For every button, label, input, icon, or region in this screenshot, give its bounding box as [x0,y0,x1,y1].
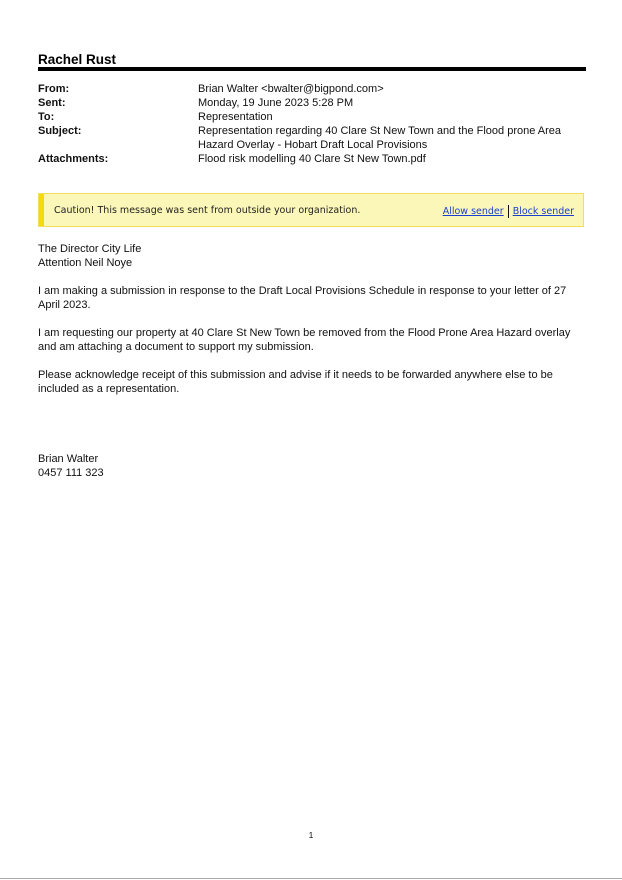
signature [38,452,104,480]
body-paragraph-3: Please acknowledge receipt of this submission and advise if it needs to be forwarded anywhere else to be included as a representation. [38,369,553,395]
subject-value: Representation regarding 40 Clare St New Town and the Flood prone Area Hazard Overlay - Hobart Draft Local Provisions [198,125,562,151]
header-sent-row [38,96,586,110]
from-value: Brian Walter <bwalter@bigpond.com> [198,83,384,95]
signature-name: Brian Walter [38,453,99,465]
salutation-line-2: Attention Neil Noye [38,257,133,269]
header-divider [38,67,586,71]
allow-sender-link[interactable]: Allow sender [442,206,504,217]
sender-actions [443,205,574,218]
salutation [38,242,586,270]
to-label: To: [38,111,55,123]
signature-phone: 0457 111 323 [38,467,104,479]
attachments-label: Attachments: [38,153,109,165]
body-paragraph-2: I am requesting our property at 40 Clare St New Town be removed from the Flood Prone Area Hazard overlay and am attaching a document to support my submission. [38,327,571,353]
block-sender-link[interactable]: Block sender [512,206,574,217]
subject-label: Subject: [38,125,82,137]
header-to-row [38,110,586,124]
header-from-row [38,82,586,96]
sent-value: Monday, 19 June 2023 5:28 PM [198,97,354,109]
warning-accent-bar [39,194,44,226]
body-paragraph-1: I am making a submission in response to the Draft Local Provisions Schedule in response to your letter of 27 April 2023. [38,285,567,311]
external-sender-warning-banner [38,193,584,227]
warning-text: Caution! This message was sent from outside your organization. [54,205,361,216]
attachment-file: Flood risk modelling 40 Clare St New Town.pdf [198,153,426,165]
header-subject-row [38,124,586,152]
action-separator [508,205,509,218]
mailbox-owner-name: Rachel Rust [38,52,117,67]
to-value: Representation [198,111,273,123]
page-bottom-edge [0,878,622,879]
page-number: 1 [308,830,314,840]
email-body [38,242,586,410]
email-headers [38,82,586,166]
header-attachments-row [38,152,586,166]
sent-label: Sent: [38,97,66,109]
salutation-line-1: The Director City Life [38,243,142,255]
from-label: From: [38,83,70,95]
